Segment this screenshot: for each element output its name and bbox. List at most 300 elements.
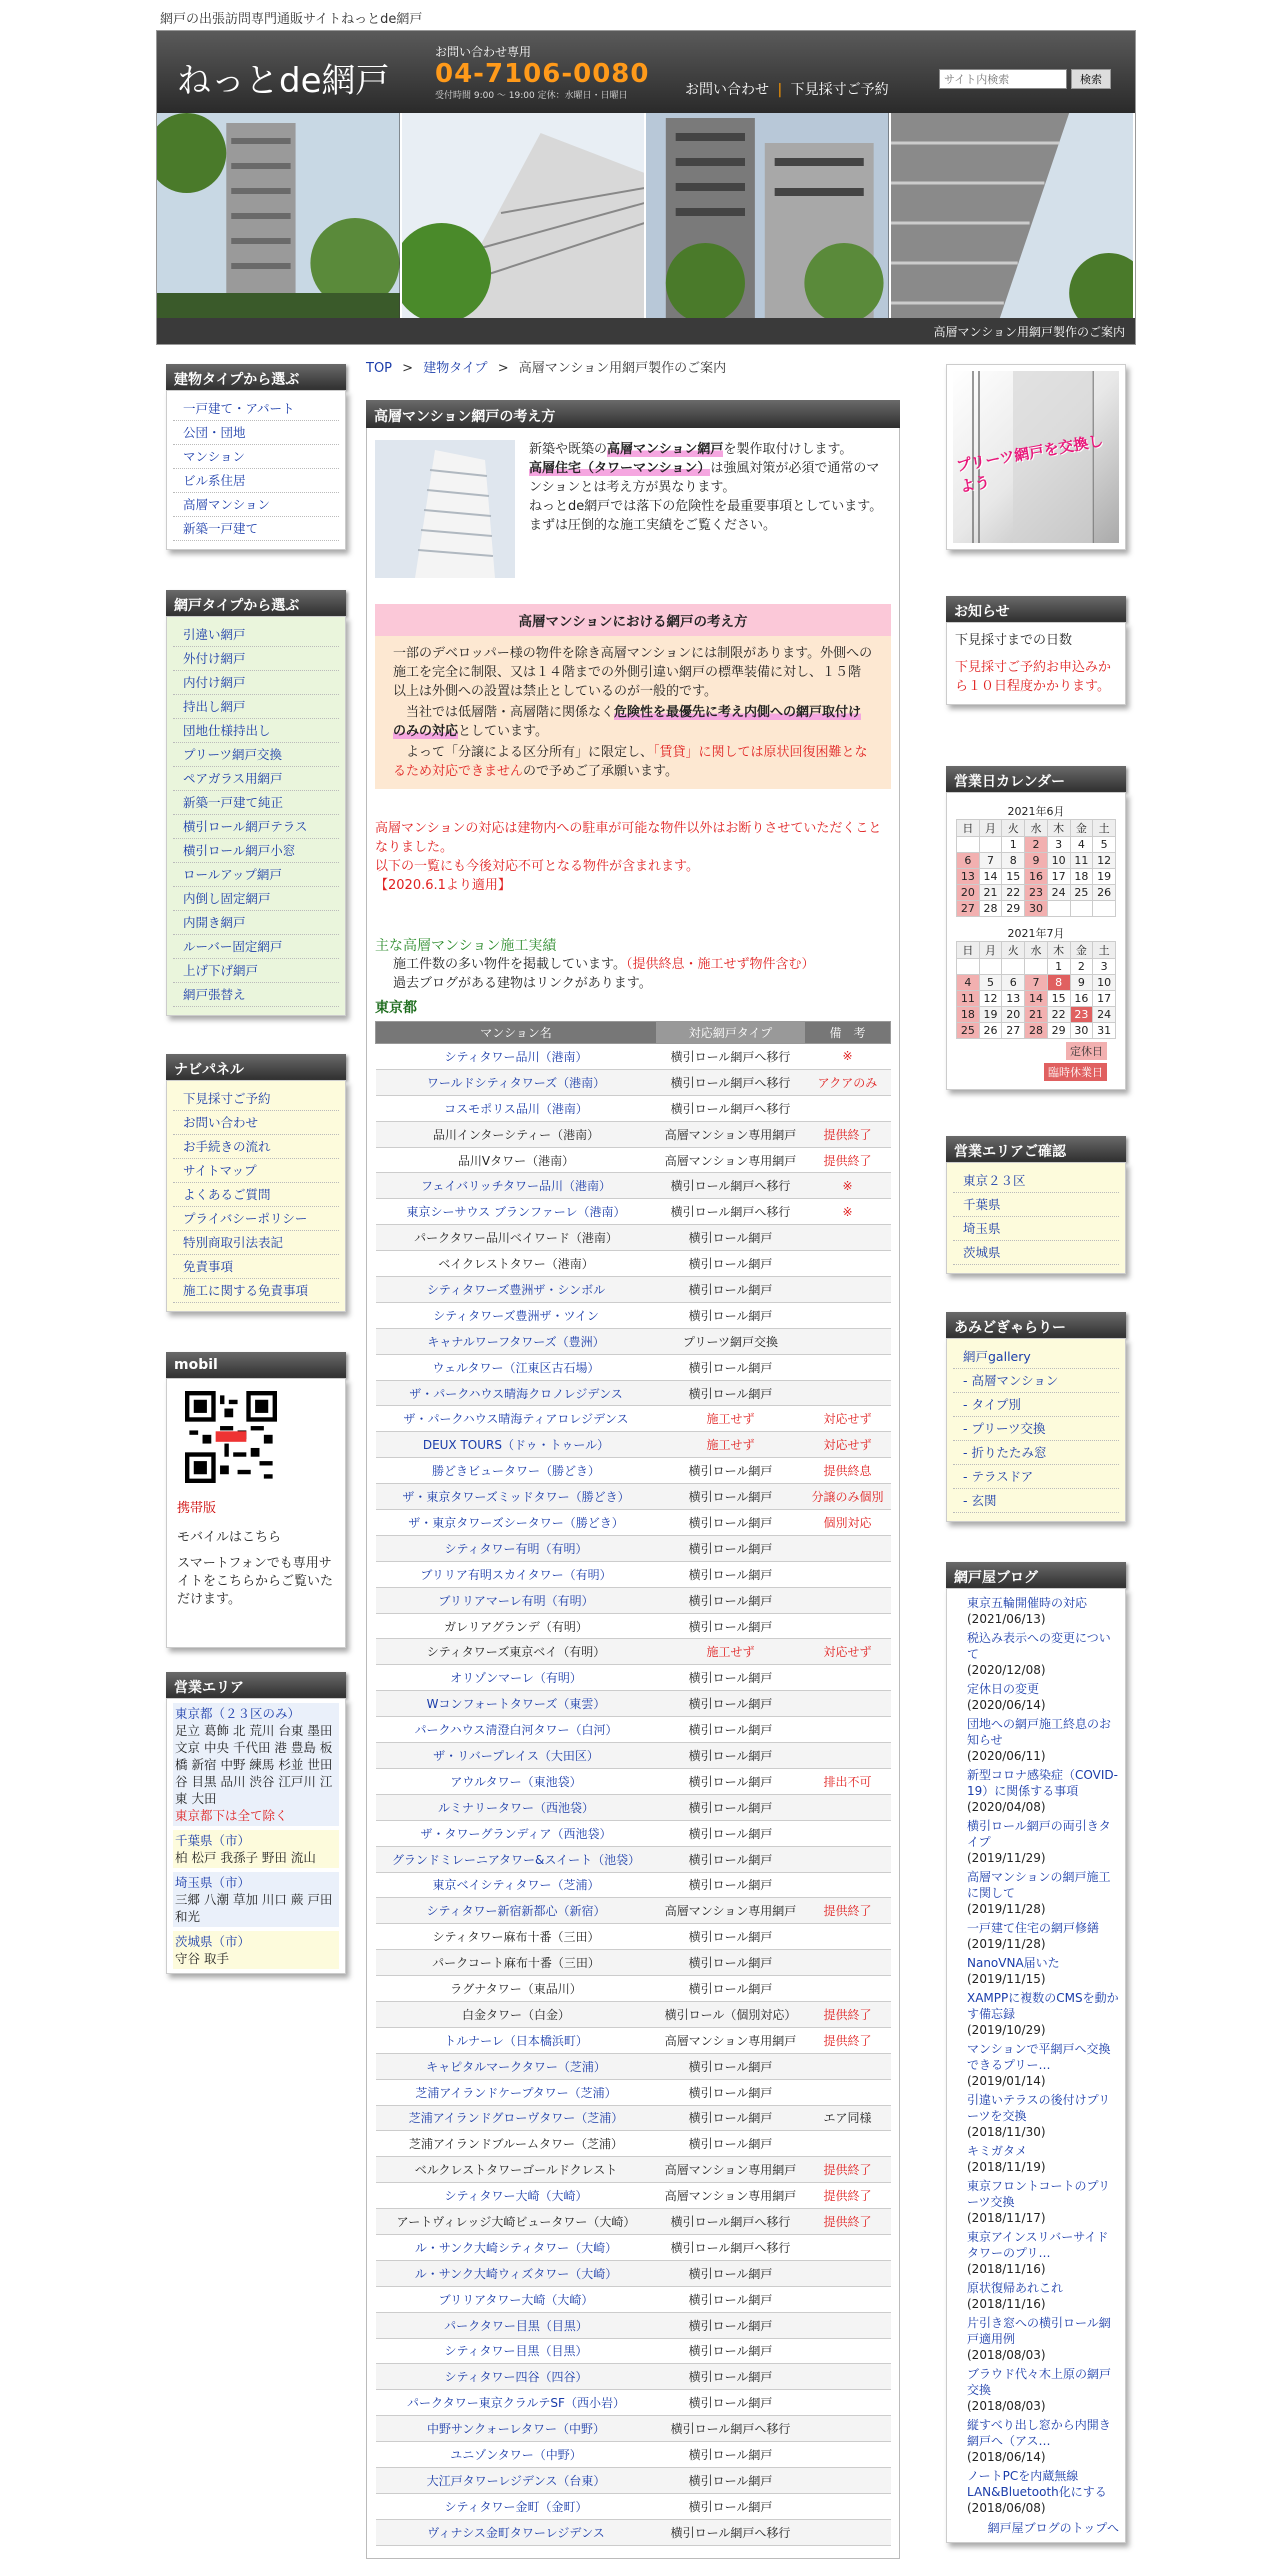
mansion-name[interactable]: パークハウス清澄白河タワー（白河） [376, 1717, 657, 1743]
calendar-day: 27 [957, 901, 980, 917]
mansion-name[interactable]: シティタワー金町（金町） [376, 2493, 657, 2519]
blog-entry-link[interactable]: 縦すべり出し窓から内開き網戸へ（アス… [967, 2418, 1111, 2448]
building-type-item[interactable]: マンション [173, 445, 339, 469]
calendar-day: 21 [1025, 1007, 1048, 1023]
intro-line-1: 新築や既築の高層マンション網戸を製作取付けします。 [529, 442, 853, 457]
blog-entry [967, 2178, 1119, 2226]
tokyo-heading[interactable]: 東京都（２３区のみ） [175, 1706, 301, 1721]
gallery-item[interactable]: - タイプ別 [953, 1393, 1119, 1417]
calendar-day: 26 [979, 1023, 1002, 1039]
screen-type: 横引ロール網戸 [657, 2131, 805, 2157]
panel-title: 営業エリアご確認 [946, 1136, 1126, 1162]
calendar-week [957, 901, 1116, 917]
intro-line-2: 高層住宅（タワーマンション）は強風対策が必須で通常のマンションとは考え方が異なります。 [529, 461, 880, 495]
screen-type-item[interactable]: 持出し網戸 [173, 695, 339, 719]
blog-top-link[interactable]: 網戸屋ブログのトップへ [987, 2521, 1119, 2535]
mansion-name[interactable]: トルナーレ（日本橋浜町） [376, 2027, 657, 2053]
blog-entry-date: (2018/06/08) [967, 2501, 1046, 2515]
screen-type-item[interactable]: ルーバー固定網戸 [173, 935, 339, 959]
panel-title: 網戸屋ブログ [946, 1562, 1126, 1588]
phone-number[interactable]: 04-7106-0080 [435, 59, 650, 89]
calendar-day: 6 [1002, 975, 1025, 991]
screen-type: 横引ロール網戸 [657, 1768, 805, 1794]
mansion-name[interactable]: ザ・タワーグランディア（西池袋） [376, 1820, 657, 1846]
weekday-label: 火 [1002, 942, 1025, 959]
blog-list [967, 1595, 1119, 2516]
mansion-name[interactable]: ワールドシティタワーズ（港南） [376, 1069, 657, 1095]
mansion-name[interactable]: ザ・東京タワーズシータワー（勝どき） [376, 1510, 657, 1536]
pleats-banner[interactable] [953, 371, 1119, 543]
row-note [805, 2131, 891, 2157]
gallery-item[interactable]: - 折りたたみ窓 [953, 1441, 1119, 1465]
mansion-name[interactable]: ルミナリータワー（西池袋） [376, 1794, 657, 1820]
panel-body [946, 622, 1126, 705]
breadcrumb-top[interactable]: TOP [366, 361, 393, 376]
qr-code-icon[interactable] [185, 1391, 277, 1483]
table-row [376, 2416, 891, 2442]
calendar-day: 29 [1047, 1023, 1070, 1039]
panel-title: 建物タイプから選ぶ [166, 364, 346, 390]
screen-type: 高層マンション専用網戸 [657, 1121, 805, 1147]
panel-body [166, 1080, 346, 1312]
screen-type: 横引ロール網戸 [657, 1225, 805, 1251]
blog-entry-link[interactable]: NanoVNA届いた [967, 1956, 1060, 1970]
screen-type: 横引ロール（個別対応） [657, 2001, 805, 2027]
mansion-name[interactable]: ヴィナシス金町タワーレジデンス [376, 2519, 657, 2545]
blog-entry-date: (2019/11/15) [967, 1972, 1046, 1986]
mansion-name[interactable]: 中野サンクォーレタワー（中野） [376, 2416, 657, 2442]
screen-type-item[interactable]: 横引ロール網戸テラス [173, 815, 339, 839]
screen-type: 横引ロール網戸 [657, 1535, 805, 1561]
screen-type: 高層マンション専用網戸 [657, 1147, 805, 1173]
row-note [805, 2234, 891, 2260]
site-logo[interactable]: ねっとde網戸 [177, 61, 390, 101]
calendar-day: 30 [1070, 1023, 1093, 1039]
weekday-label: 月 [979, 820, 1002, 837]
table-row [376, 1950, 891, 1976]
calendar-day: 20 [1002, 1007, 1025, 1023]
mansion-name[interactable]: ル・サンク大崎シティタワー（大崎） [376, 2234, 657, 2260]
search-button[interactable]: 検索 [1071, 69, 1111, 89]
mansion-name[interactable]: 東京ベイシティタワー（芝浦） [376, 1872, 657, 1898]
calendar-july: 2021年7月 日 月 火 水 木 金 土 1 2 3 4 5 6 7 8 9 10 11 12 13 14 15 16 17 18 19 20 21 22 23 24 25 26 27 28 29 30 31 [956, 925, 1116, 1039]
mansion-name[interactable]: ル・サンク大崎ウィズタワー（大崎） [376, 2260, 657, 2286]
screen-type: 横引ロール網戸 [657, 1950, 805, 1976]
search-input[interactable] [939, 69, 1067, 89]
row-note [805, 1820, 891, 1846]
blog-entry-date: (2018/11/19) [967, 2160, 1046, 2174]
panel-body [946, 1588, 1126, 2543]
area-item[interactable]: 埼玉県 [953, 1217, 1119, 1241]
calendar-day: 1 [1002, 837, 1025, 853]
saitama-cities: 三郷 八潮 草加 川口 蕨 戸田 和光 [175, 1892, 333, 1924]
row-note [805, 2079, 891, 2105]
mansion-name[interactable]: アウルタワー（東池袋） [376, 1768, 657, 1794]
gallery-item[interactable]: - 高層マンション [953, 1369, 1119, 1393]
calendar-day [1093, 901, 1116, 917]
mansion-name[interactable]: ブリリアタワー大崎（大崎） [376, 2286, 657, 2312]
breadcrumb [366, 357, 726, 376]
blog-entry-date: (2018/11/16) [967, 2262, 1046, 2276]
panel-title: あみどぎゃらりー [946, 1312, 1126, 1338]
blog-entry-link[interactable]: 東京五輪開催時の対応 [967, 1596, 1088, 1610]
mansion-name[interactable]: 大江戸タワーレジデンス（台東） [376, 2467, 657, 2493]
blog-entry-date: (2019/11/28) [967, 1937, 1046, 1951]
blog-entry-link[interactable]: 高層マンションの網戸施工に関して [967, 1870, 1111, 1900]
mansion-name: 品川インターシティー（港南） [376, 1121, 657, 1147]
navi-item[interactable]: 施工に関する免責事項 [173, 1279, 339, 1303]
mansion-name[interactable]: ザ・リバープレイス（大田区） [376, 1743, 657, 1769]
navi-item[interactable]: サイトマップ [173, 1159, 339, 1183]
table-row [376, 2105, 891, 2131]
calendar-day [957, 959, 980, 975]
mansion-name[interactable]: シティタワー品川（港南） [376, 1044, 657, 1070]
screen-type: 横引ロール網戸へ移行 [657, 2416, 805, 2442]
col-name: マンション名 [376, 1022, 657, 1044]
results-text: 施工件数の多い物件を掲載しています。（提供終息・施工せず物件含む） [393, 957, 815, 972]
screen-type: 横引ロール網戸 [657, 2338, 805, 2364]
navi-item[interactable]: お問い合わせ [173, 1111, 339, 1135]
calendar-day: 5 [1093, 837, 1116, 853]
screen-type: 横引ロール網戸 [657, 1458, 805, 1484]
screen-type: 横引ロール網戸へ移行 [657, 1173, 805, 1199]
panel-body [166, 1698, 346, 1974]
screen-type: 横引ロール網戸 [657, 1820, 805, 1846]
gallery-item[interactable]: - 玄関 [953, 1489, 1119, 1513]
blog-entry [967, 1716, 1119, 1764]
blog-entry [967, 2417, 1119, 2465]
blog-entry-link[interactable]: 新型コロナ感染症（COVID-19）に関係する事項 [967, 1768, 1118, 1798]
blog-entry-link[interactable]: 定休日の変更 [967, 1682, 1040, 1696]
table-row [376, 2338, 891, 2364]
mansion-name[interactable]: シティタワー大崎（大崎） [376, 2183, 657, 2209]
navi-item[interactable]: 免責事項 [173, 1255, 339, 1279]
screen-type-item[interactable]: 内開き網戸 [173, 911, 339, 935]
screen-type-item[interactable]: 横引ロール網戸小窓 [173, 839, 339, 863]
table-row [376, 1251, 891, 1277]
mansion-name[interactable]: ブリリアマーレ有明（有明） [376, 1587, 657, 1613]
calendar-day: 24 [1047, 885, 1070, 901]
calendar-day [1070, 901, 1093, 917]
blog-entry-link[interactable]: マンションで平網戸へ交換できるプリー… [967, 2042, 1111, 2072]
row-note: 分譲のみ個別 [805, 1484, 891, 1510]
main-title: 高層マンション網戸の考え方 [366, 400, 900, 428]
breadcrumb-type[interactable]: 建物タイプ [423, 361, 488, 376]
panel-body [946, 1338, 1126, 1522]
row-note [805, 1225, 891, 1251]
area-item[interactable]: 東京２３区 [953, 1169, 1119, 1193]
blog-entry-link[interactable]: 東京アインスリバーサイドタワーのプリ… [967, 2230, 1109, 2260]
row-note: エア同様 [805, 2105, 891, 2131]
mansion-name[interactable]: Wコンフォートタワーズ（東雲） [376, 1691, 657, 1717]
calendar-day: 10 [1093, 975, 1116, 991]
ibaraki-heading[interactable]: 茨城県（市） [175, 1934, 251, 1949]
screen-type: 横引ロール網戸 [657, 1484, 805, 1510]
screen-type: 横引ロール網戸 [657, 2442, 805, 2468]
row-note [805, 1717, 891, 1743]
blog-entry-link[interactable]: 引違いテラスの後付けプリーツを交換 [967, 2093, 1111, 2123]
table-row [376, 2183, 891, 2209]
calendar-week [957, 1023, 1116, 1039]
calendar-day: 30 [1025, 901, 1048, 917]
screen-type: 横引ロール網戸 [657, 1665, 805, 1691]
navi-item[interactable]: お手続きの流れ [173, 1135, 339, 1159]
screen-type: プリーツ網戸交換 [657, 1328, 805, 1354]
weekday-label: 日 [957, 820, 980, 837]
blog-entry-date: (2019/01/14) [967, 2074, 1046, 2088]
navi-item[interactable]: プライバシーポリシー [173, 1207, 339, 1231]
gallery-item[interactable]: 網戸gallery [953, 1345, 1119, 1369]
row-note: 個別対応 [805, 1510, 891, 1536]
blog-entry-link[interactable]: 税込み表示への変更について [967, 1631, 1111, 1661]
blog-entry [967, 2468, 1119, 2516]
screen-type-panel [166, 590, 346, 1016]
mobile-link[interactable]: 携帯版 [177, 1501, 217, 1516]
mansion-name[interactable]: フェイバリッチタワー品川（港南） [376, 1173, 657, 1199]
mansion-name: ガレリアグランデ（有明） [376, 1613, 657, 1639]
building-type-item[interactable]: ビル系住居 [173, 469, 339, 493]
chiba-heading[interactable]: 千葉県（市） [175, 1833, 251, 1848]
screen-type: 横引ロール網戸 [657, 1924, 805, 1950]
weekday-label: 木 [1047, 820, 1070, 837]
col-type: 対応網戸タイプ [657, 1022, 805, 1044]
mansion-name[interactable]: シティタワー有明（有明） [376, 1535, 657, 1561]
news-body: 下見採寸ご予約お申込みから１０日程度かかります。 [955, 660, 1112, 694]
table-row [376, 2234, 891, 2260]
navi-item[interactable]: よくあるご質問 [173, 1183, 339, 1207]
mansion-name[interactable]: ウェルタワー（江東区古石場） [376, 1354, 657, 1380]
gallery-item[interactable]: - プリーツ交換 [953, 1417, 1119, 1441]
mansion-name[interactable]: ザ・パークハウス晴海ティアロレジデンス [376, 1406, 657, 1432]
blog-entry-link[interactable]: 片引き窓への横引ロール網戸適用例 [967, 2316, 1111, 2346]
mansion-name: シティタワーズ東京ベイ（有明） [376, 1639, 657, 1665]
row-note: ※ [805, 1044, 891, 1070]
blog-entry-link[interactable]: 原状復帰あれこれ [967, 2281, 1064, 2295]
area-confirm-panel [946, 1136, 1126, 1274]
calendar-day: 9 [1025, 853, 1048, 869]
screen-type-item[interactable]: 網戸張替え [173, 983, 339, 1007]
mansion-name[interactable]: シティタワー四谷（四谷） [376, 2364, 657, 2390]
table-row [376, 2131, 891, 2157]
blog-entry-link[interactable]: キミガタメ [967, 2144, 1028, 2158]
policy-paragraph-1: 一部のデベロッパー様の物件を除き高層マンションには制限があります。外側への施工を完全に制限、又は１４階までの外側引違い網戸の標準装備に対し、１５階以上は外側への設置は禁止としているのが一般的です。 [393, 646, 873, 699]
mansion-name: アートヴィレッジ大崎ビュータワー（大崎） [376, 2209, 657, 2235]
blog-entry-link[interactable]: 横引ロール網戸の両引きタイプ [967, 1819, 1111, 1849]
row-note [805, 1354, 891, 1380]
mansion-name: パークタワー品川ベイワード（港南） [376, 1225, 657, 1251]
building-type-item[interactable]: 一戸建て・アパート [173, 397, 339, 421]
weekday-label: 金 [1070, 942, 1093, 959]
results-table [375, 1021, 891, 2546]
calendar-day: 23 [1025, 885, 1048, 901]
mansion-name[interactable]: ザ・パークハウス晴海クロノレジデンス [376, 1380, 657, 1406]
tokyo-wards: 足立 葛飾 北 荒川 台東 墨田 文京 中央 千代田 港 豊島 板橋 新宿 中野 練馬 杉並 世田谷 目黒 品川 渋谷 江戸川 江東 大田 [175, 1723, 333, 1806]
table-row [376, 1380, 891, 1406]
blog-entry [967, 2229, 1119, 2277]
screen-type-item[interactable]: 団地仕様持出し [173, 719, 339, 743]
screen-type: 横引ロール網戸 [657, 1794, 805, 1820]
mansion-name[interactable]: ユニゾンタワー（中野） [376, 2442, 657, 2468]
mansion-name[interactable]: キャピタルマークタワー（芝浦） [376, 2053, 657, 2079]
table-row [376, 1743, 891, 1769]
row-note [805, 1613, 891, 1639]
calendar-day [1047, 901, 1070, 917]
screen-type-item[interactable]: ペアガラス用網戸 [173, 767, 339, 791]
gallery-panel [946, 1312, 1126, 1522]
mansion-name[interactable]: 勝どきビュータワー（勝どき） [376, 1458, 657, 1484]
building-type-item[interactable]: 公団・団地 [173, 421, 339, 445]
site-search [939, 69, 1111, 89]
mansion-name[interactable]: コスモポリス品川（港南） [376, 1095, 657, 1121]
navi-list [173, 1087, 339, 1303]
row-note [805, 2286, 891, 2312]
mansion-name: ラグナタワー（東品川） [376, 1976, 657, 2002]
panel-body [166, 390, 346, 550]
calendar-day: 31 [1093, 1023, 1116, 1039]
gallery-item[interactable]: - テラスドア [953, 1465, 1119, 1489]
blog-entry-link[interactable]: XAMPPに複数のCMSを動かす備忘録 [967, 1991, 1119, 2021]
mansion-name: 品川Vタワー（港南） [376, 1147, 657, 1173]
screen-type-item[interactable]: 内付け網戸 [173, 671, 339, 695]
blog-entry-link[interactable]: 団地への網戸施工終息のお知らせ [967, 1717, 1112, 1747]
blog-entry-link[interactable]: ブラウド代々木上原の網戸交換 [967, 2367, 1112, 2397]
calendar-day [979, 959, 1002, 975]
screen-type: 横引ロール網戸 [657, 1302, 805, 1328]
row-note: 提供終了 [805, 2209, 891, 2235]
screen-type-item[interactable]: 引違い網戸 [173, 623, 339, 647]
screen-type: 横引ロール網戸 [657, 1743, 805, 1769]
row-note [805, 1302, 891, 1328]
calendar-day: 19 [1093, 869, 1116, 885]
mansion-name[interactable]: ザ・東京タワーズミッドタワー（勝どき） [376, 1484, 657, 1510]
row-note: ※ [805, 1199, 891, 1225]
mansion-name[interactable]: ブリリア有明スカイタワー（有明） [376, 1561, 657, 1587]
screen-type: 横引ロール網戸へ移行 [657, 2519, 805, 2545]
mansion-name[interactable]: シティタワーズ豊洲ザ・シンボル [376, 1277, 657, 1303]
screen-type: 横引ロール網戸 [657, 1872, 805, 1898]
contact-label: お問い合わせ専用 [435, 45, 532, 59]
mansion-name[interactable]: キャナルワーフタワーズ（豊洲） [376, 1328, 657, 1354]
calendar-day: 3 [1047, 837, 1070, 853]
blog-entry-link[interactable]: ノートPCを内蔵無線LAN&Bluetooth化にする [967, 2469, 1107, 2499]
screen-type-item[interactable]: ロールアップ網戸 [173, 863, 339, 887]
intro-line-4: まずは圧倒的な施工実績をご覧ください。 [529, 518, 777, 533]
calendar-day: 19 [979, 1007, 1002, 1023]
row-note [805, 1976, 891, 2002]
blog-panel [946, 1562, 1126, 2543]
mansion-name[interactable]: オリゾンマーレ（有明） [376, 1665, 657, 1691]
panel-body [166, 1378, 346, 1648]
calendar-day: 8 [1002, 853, 1025, 869]
blog-entry [967, 1595, 1119, 1627]
screen-type: 横引ロール網戸 [657, 1251, 805, 1277]
table-row [376, 1665, 891, 1691]
table-row [376, 1225, 891, 1251]
navi-item[interactable]: 下見採寸ご予約 [173, 1087, 339, 1111]
mansion-name[interactable]: シティタワー新宿新都心（新宿） [376, 1898, 657, 1924]
saitama-heading[interactable]: 埼玉県（市） [175, 1875, 251, 1890]
mansion-name[interactable]: パークタワー目黒（目黒） [376, 2312, 657, 2338]
smartphone-text: スマートフォンでも専用サイトをこちらからご覧いただけます。 [177, 1556, 334, 1607]
blog-entry [967, 1869, 1119, 1917]
mobile-text: モバイルはこちら [177, 1530, 282, 1545]
mansion-name[interactable]: 東京シーサウス ブランファーレ（港南） [376, 1199, 657, 1225]
screen-type-list [173, 623, 339, 1007]
building-type-item[interactable]: 新築一戸建て [173, 517, 339, 541]
main-box [366, 428, 900, 2559]
weekday-label: 水 [1025, 820, 1048, 837]
legend-closed: 定休日 [1066, 1042, 1107, 1060]
screen-type: 横引ロール網戸 [657, 1277, 805, 1303]
calendar-day: 12 [1093, 853, 1116, 869]
calendar-day: 11 [1070, 853, 1093, 869]
area-item[interactable]: 千葉県 [953, 1193, 1119, 1217]
policy-paragraph-3: よって「分譲による区分所有」に限定し、「賃貸」に関しては原状回復困難となるため対応できませんので予めご了承願います。 [393, 745, 868, 779]
table-row [376, 2157, 891, 2183]
screen-type-item[interactable]: 内倒し固定網戸 [173, 887, 339, 911]
table-row [376, 1535, 891, 1561]
table-row [376, 2442, 891, 2468]
site-header [156, 30, 1136, 345]
area-item[interactable]: 茨城県 [953, 1241, 1119, 1265]
table-row [376, 1820, 891, 1846]
building-photo [891, 113, 1136, 318]
mansion-name[interactable]: シティタワーズ豊洲ザ・ツイン [376, 1302, 657, 1328]
gallery-list [953, 1345, 1119, 1513]
calendar-day: 8 [1047, 975, 1070, 991]
table-row [376, 2079, 891, 2105]
calendar-day: 6 [957, 853, 980, 869]
row-note [805, 2338, 891, 2364]
building-type-item[interactable]: 高層マンション [173, 493, 339, 517]
header-nav [685, 79, 889, 99]
mansion-name[interactable]: シティタワー目黒（目黒） [376, 2338, 657, 2364]
business-hours: 受付時間 9:00 ～ 19:00 定休：水曜日・日曜日 [435, 91, 628, 101]
blog-entry-link[interactable]: 東京フロントコートのプリーツ交換 [967, 2179, 1111, 2209]
calendar-day: 14 [1025, 991, 1048, 1007]
screen-type-item[interactable]: プリーツ網戸交換 [173, 743, 339, 767]
navi-item[interactable]: 特別商取引法表記 [173, 1231, 339, 1255]
mansion-name[interactable]: DEUX TOURS（ドゥ・トゥール） [376, 1432, 657, 1458]
row-note [805, 1794, 891, 1820]
mansion-name[interactable]: 芝浦アイランドグローヴタワー（芝浦） [376, 2105, 657, 2131]
weekday-label: 土 [1093, 942, 1116, 959]
col-note: 備 考 [805, 1022, 891, 1044]
calendar-day: 15 [1047, 991, 1070, 1007]
nav-estimate-link[interactable]: 下見採寸ご予約 [790, 82, 889, 98]
blog-entry-date: (2018/08/03) [967, 2348, 1046, 2362]
screen-type-item[interactable]: 外付け網戸 [173, 647, 339, 671]
screen-type: 横引ロール網戸へ移行 [657, 2234, 805, 2260]
screen-type-item[interactable]: 新築一戸建て純正 [173, 791, 339, 815]
nav-contact-link[interactable]: お問い合わせ [685, 82, 769, 98]
blog-entry [967, 1990, 1119, 2038]
screen-type-item[interactable]: 上げ下げ網戸 [173, 959, 339, 983]
row-note [805, 1691, 891, 1717]
blog-entry-link[interactable]: 一戸建て住宅の網戸修繕 [967, 1921, 1100, 1935]
screen-type: 高層マンション専用網戸 [657, 2183, 805, 2209]
mansion-name[interactable]: グランドミレーニアタワー&スイート（池袋） [376, 1846, 657, 1872]
blog-entry-date: (2018/11/16) [967, 2297, 1046, 2311]
mansion-name[interactable]: 芝浦アイランドケープタワー（芝浦） [376, 2079, 657, 2105]
panel-body [166, 616, 346, 1016]
row-note [805, 1251, 891, 1277]
row-note: 排出不可 [805, 1768, 891, 1794]
calendar-day [957, 837, 980, 853]
table-row [376, 1277, 891, 1303]
mansion-name[interactable]: パークタワー東京クラルテSF（西小岩） [376, 2390, 657, 2416]
row-note: 提供終了 [805, 1898, 891, 1924]
